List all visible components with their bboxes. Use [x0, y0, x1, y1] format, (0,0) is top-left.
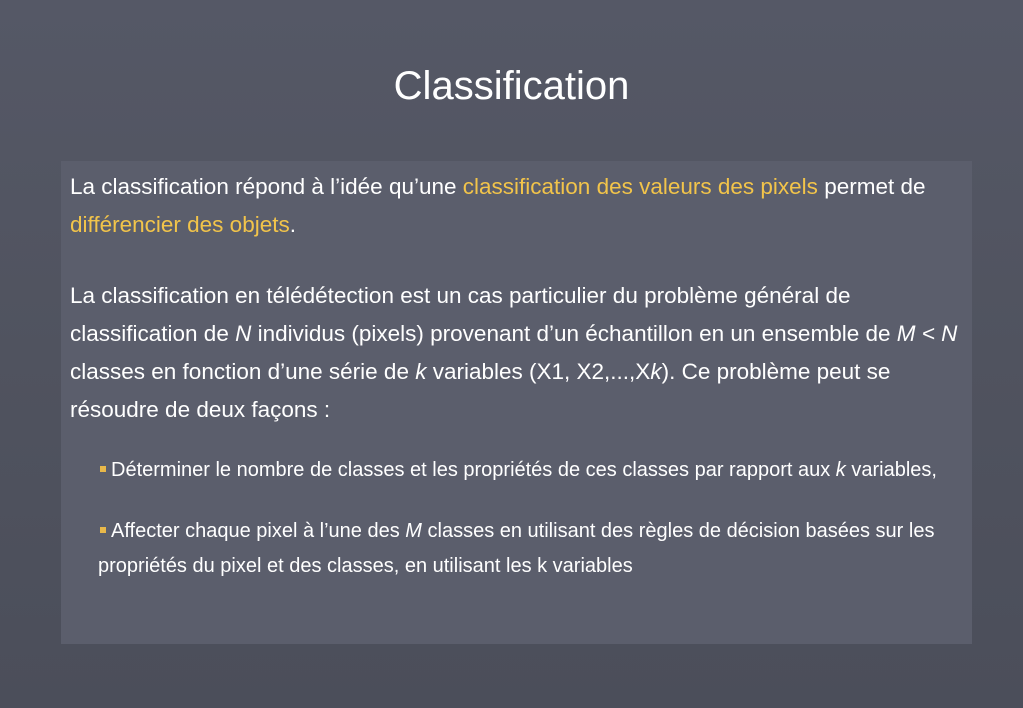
highlight-pixel-values: classification des valeurs des pixels [462, 174, 818, 199]
bullet-item-assign [98, 514, 972, 584]
definition-text-5: ). Ce problème peut se résoudre de deux façons : [70, 359, 891, 422]
definition-text-3: classes en fonction d’une série de [70, 359, 416, 384]
bullet1-var-k: k [835, 459, 846, 481]
definition-var-k: k [415, 359, 427, 384]
bullet2-text-1: Affecter chaque pixel à l’une des [111, 520, 406, 542]
intro-text-1: La classification répond à l’idée qu’une [70, 174, 463, 199]
definition-text-2: individus (pixels) provenant d’un échantillon en un ensemble de [251, 321, 897, 346]
definition-text-4: variables (X1, X2,...,X [426, 359, 651, 384]
square-bullet-icon [100, 466, 106, 472]
definition-var-k-subscript: k [650, 359, 662, 384]
bullet2-text-2: classes en utilisant des règles de décision basées sur les propriétés du pixel et des classes, en utilisant les k variables [98, 520, 935, 577]
slide-title: Classification [393, 64, 630, 108]
bullet1-text-1: Déterminer le nombre de classes et les propriétés de ces classes par rapport aux [111, 459, 836, 481]
highlight-differentiate-objects: différencier des objets [70, 212, 290, 237]
intro-text-2: permet de [817, 174, 926, 199]
bullet-item-determine [98, 453, 972, 488]
definition-var-n: N [235, 321, 252, 346]
bullet-list [70, 453, 972, 584]
intro-text-3: . [289, 212, 296, 237]
intro-paragraph [70, 168, 972, 244]
definition-paragraph [70, 277, 972, 429]
definition-var-m-lt-n: M < N [896, 321, 958, 346]
bullet2-var-m: M [405, 520, 422, 542]
square-bullet-icon [100, 527, 106, 533]
definition-text-1: La classification en télédétection est un cas particulier du problème général de classification de [70, 283, 851, 346]
bullet1-text-2: variables, [845, 459, 937, 481]
content-box [61, 161, 972, 644]
